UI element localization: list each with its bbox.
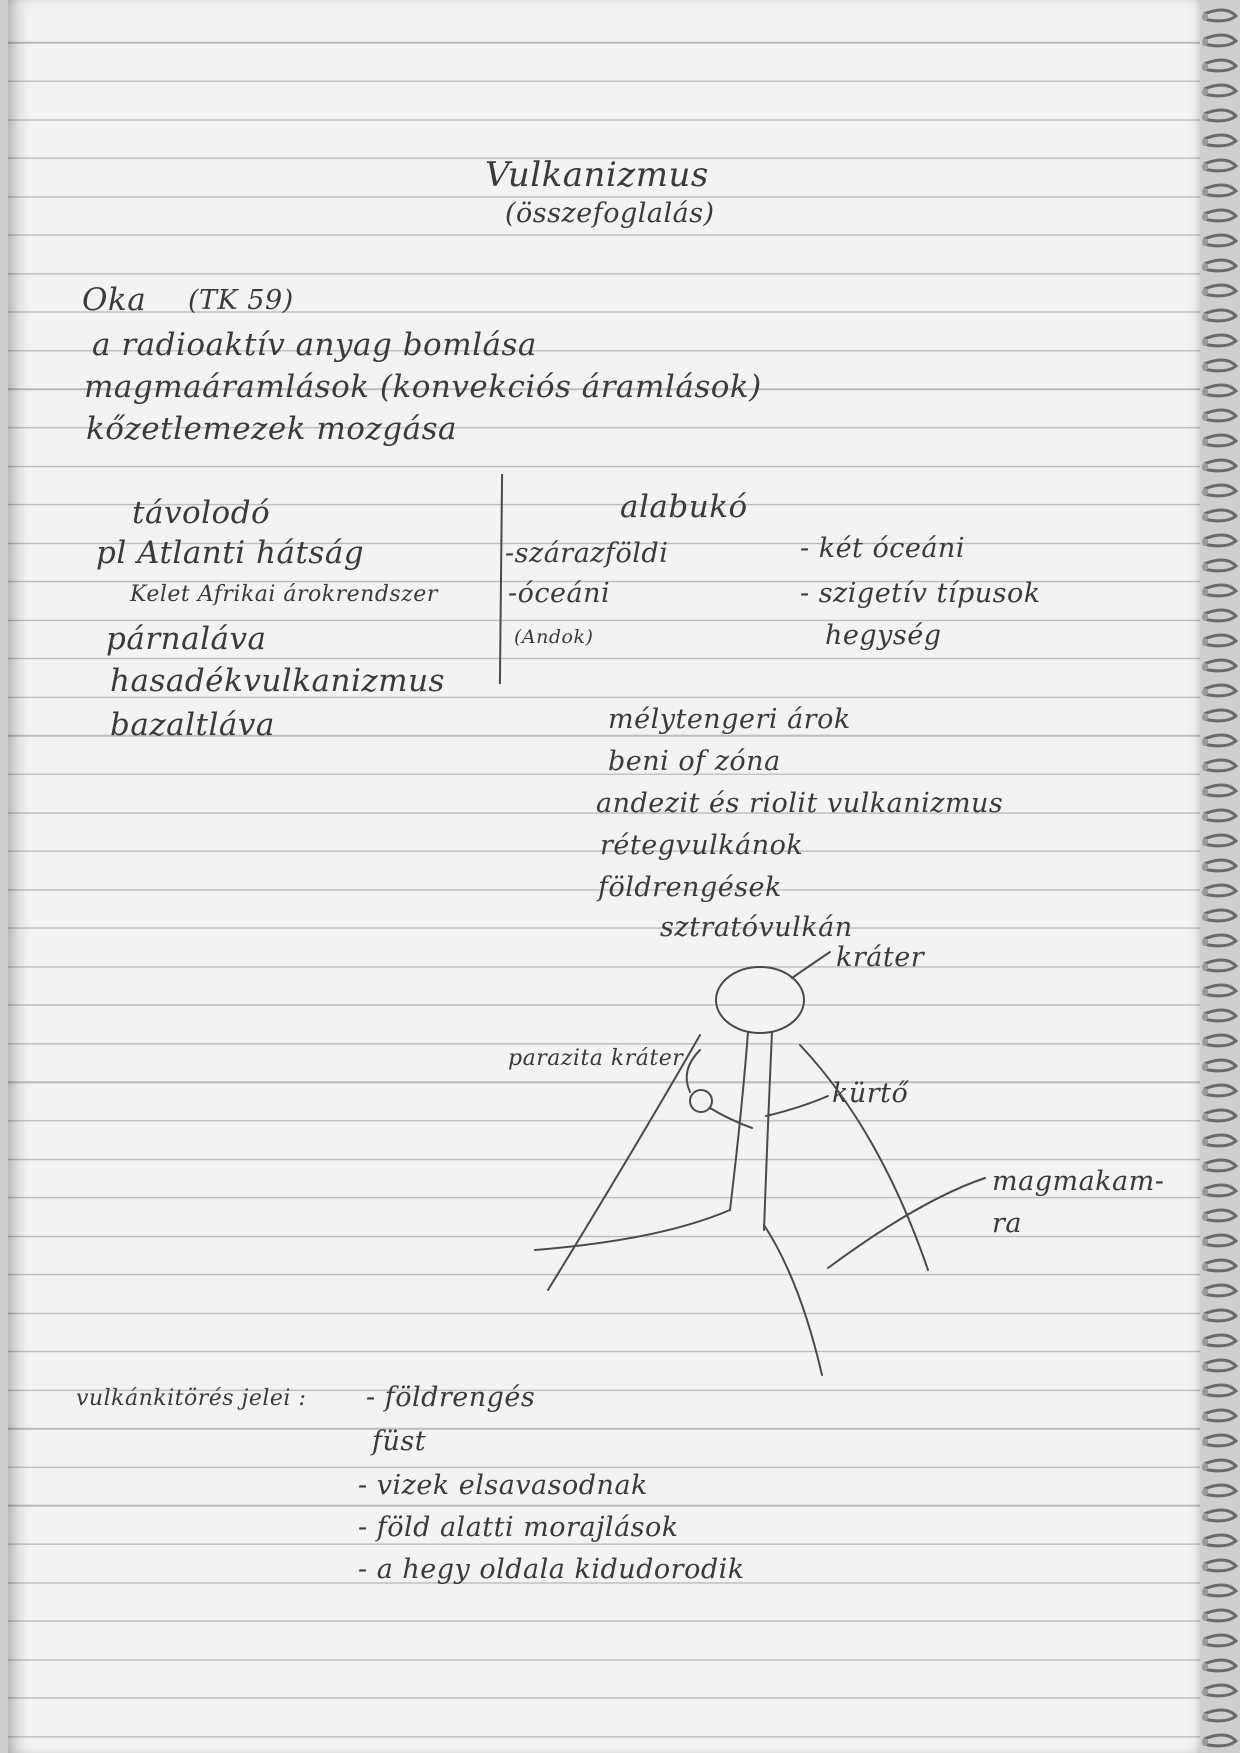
sign-item: - földrengés: [366, 1382, 536, 1413]
binding-hole: [1202, 363, 1208, 371]
divergent-item: hasadékvulkanizmus: [110, 663, 445, 699]
binding-hole: [1202, 813, 1208, 821]
convergent-item: - két óceáni: [800, 533, 965, 564]
divergent-item: Kelet Afrikai árokrendszer: [130, 582, 438, 607]
spiral-coil: [1204, 110, 1236, 121]
spiral-coil: [1204, 10, 1236, 21]
binding-hole: [1202, 738, 1208, 746]
spiral-coil: [1204, 185, 1236, 196]
spiral-coil: [1204, 310, 1236, 321]
binding-hole: [1202, 1438, 1208, 1446]
binding-hole: [1202, 1363, 1208, 1371]
spiral-coil: [1204, 560, 1236, 571]
binding-hole: [1202, 613, 1208, 621]
diagram-title: sztratóvulkán: [660, 912, 853, 943]
divergent-item: pl Atlanti hátság: [96, 535, 365, 571]
binding-hole: [1202, 1138, 1208, 1146]
spiral-coil: [1204, 785, 1236, 796]
convergent-item: (Andok): [514, 626, 594, 648]
convergent-item: -óceáni: [508, 578, 611, 609]
binding-hole: [1202, 138, 1208, 146]
binding-hole: [1202, 538, 1208, 546]
spiral-coil: [1204, 410, 1236, 421]
spiral-coil: [1204, 385, 1236, 396]
binding-hole: [1202, 1388, 1208, 1396]
subduction-feature: rétegvulkánok: [600, 830, 804, 861]
spiral-coil: [1204, 1685, 1236, 1696]
spiral-coil: [1204, 1135, 1236, 1146]
label-parasitic-crater: parazita kráter: [508, 1046, 684, 1071]
page-subtitle: (összefoglalás): [505, 198, 715, 229]
spiral-coil: [1204, 1185, 1236, 1196]
spiral-coil: [1204, 1410, 1236, 1421]
spiral-coil: [1204, 860, 1236, 871]
sign-item: - vizek elsavasodnak: [358, 1470, 648, 1501]
spiral-coil: [1204, 1535, 1236, 1546]
spiral-coil: [1204, 935, 1236, 946]
spiral-coil: [1204, 160, 1236, 171]
binding-hole: [1202, 1238, 1208, 1246]
spiral-coil: [1204, 1360, 1236, 1371]
spiral-coil: [1204, 335, 1236, 346]
binding-hole: [1202, 113, 1208, 121]
binding-hole: [1202, 888, 1208, 896]
spiral-coil: [1204, 1610, 1236, 1621]
convergent-item: - szigetív típusok: [800, 578, 1041, 609]
binding-hole: [1202, 563, 1208, 571]
binding-hole: [1202, 1713, 1208, 1721]
binding-hole: [1202, 338, 1208, 346]
causes-heading: Oka: [82, 282, 147, 318]
spiral-coil: [1204, 1560, 1236, 1571]
binding-hole: [1202, 688, 1208, 696]
spiral-coil: [1204, 1160, 1236, 1171]
binding-hole: [1202, 1263, 1208, 1271]
subduction-feature: beni of zóna: [608, 746, 781, 777]
binding-hole: [1202, 463, 1208, 471]
binding-hole: [1202, 1563, 1208, 1571]
spiral-coil: [1204, 1210, 1236, 1221]
binding-hole: [1202, 788, 1208, 796]
binding-hole: [1202, 1513, 1208, 1521]
spiral-coil: [1204, 485, 1236, 496]
binding-hole: [1202, 938, 1208, 946]
spiral-coil: [1204, 60, 1236, 71]
spiral-coil: [1204, 1385, 1236, 1396]
page-title: Vulkanizmus: [485, 155, 709, 195]
spiral-coil: [1204, 910, 1236, 921]
spiral-coil: [1204, 1060, 1236, 1071]
binding-hole: [1202, 638, 1208, 646]
binding-hole: [1202, 763, 1208, 771]
spiral-coil: [1204, 1335, 1236, 1346]
binding-hole: [1202, 713, 1208, 721]
subduction-feature: mélytengeri árok: [608, 704, 851, 735]
spiral-coil: [1204, 285, 1236, 296]
spiral-coil: [1204, 210, 1236, 221]
binding-hole: [1202, 13, 1208, 21]
spiral-coil: [1204, 735, 1236, 746]
spiral-coil: [1204, 835, 1236, 846]
binding-hole: [1202, 1538, 1208, 1546]
binding-hole: [1202, 1313, 1208, 1321]
divergent-item: bazaltláva: [110, 707, 275, 743]
spiral-coil: [1204, 660, 1236, 671]
spiral-coil: [1204, 1010, 1236, 1021]
sign-item: - föld alatti morajlások: [358, 1512, 679, 1543]
cause-item: magmaáramlások (konvekciós áramlások): [84, 369, 762, 405]
spiral-coil: [1204, 1235, 1236, 1246]
binding-hole: [1202, 1638, 1208, 1646]
binding-hole: [1202, 388, 1208, 396]
sign-item: - a hegy oldala kidudorodik: [358, 1554, 745, 1585]
spiral-coil: [1204, 610, 1236, 621]
binding-hole: [1202, 263, 1208, 271]
binding-hole: [1202, 1088, 1208, 1096]
binding-hole: [1202, 963, 1208, 971]
binding-hole: [1202, 1463, 1208, 1471]
binding-hole: [1202, 1038, 1208, 1046]
binding-hole: [1202, 1738, 1208, 1746]
convergent-item: -szárazföldi: [505, 538, 669, 569]
spiral-coil: [1204, 1285, 1236, 1296]
spiral-coil: [1204, 510, 1236, 521]
causes-reference: (TK 59): [188, 285, 294, 316]
spiral-coil: [1204, 1435, 1236, 1446]
spiral-coil: [1204, 1635, 1236, 1646]
spiral-coil: [1204, 585, 1236, 596]
binding-hole: [1202, 213, 1208, 221]
binding-hole: [1202, 513, 1208, 521]
binding-hole: [1202, 1213, 1208, 1221]
spiral-coil: [1204, 1310, 1236, 1321]
spiral-coil: [1204, 535, 1236, 546]
spiral-coil: [1204, 85, 1236, 96]
binding-hole: [1202, 838, 1208, 846]
spiral-coil: [1204, 985, 1236, 996]
spiral-coil: [1204, 885, 1236, 896]
binding-hole: [1202, 1413, 1208, 1421]
binding-hole: [1202, 1663, 1208, 1671]
binding-hole: [1202, 288, 1208, 296]
binding-hole: [1202, 1688, 1208, 1696]
binding-hole: [1202, 863, 1208, 871]
spiral-coil: [1204, 1735, 1236, 1746]
spiral-coil: [1204, 1485, 1236, 1496]
sign-item: füst: [372, 1426, 427, 1457]
spiral-coil: [1204, 135, 1236, 146]
signs-heading: vulkánkitörés jelei :: [76, 1386, 307, 1411]
spiral-coil: [1204, 760, 1236, 771]
binding-hole: [1202, 913, 1208, 921]
binding-hole: [1202, 438, 1208, 446]
divergent-header: távolodó: [132, 495, 271, 531]
spiral-coil: [1204, 435, 1236, 446]
binding-hole: [1202, 1013, 1208, 1021]
binding-hole: [1202, 313, 1208, 321]
binding-hole: [1202, 1338, 1208, 1346]
spiral-coil: [1204, 1085, 1236, 1096]
subduction-feature: andezit és riolit vulkanizmus: [596, 788, 1004, 819]
spiral-coil: [1204, 960, 1236, 971]
binding-hole: [1202, 238, 1208, 246]
binding-hole: [1202, 1588, 1208, 1596]
binding-hole: [1202, 88, 1208, 96]
cause-item: kőzetlemezek mozgása: [86, 411, 458, 447]
spiral-coil: [1204, 685, 1236, 696]
binding-hole: [1202, 1063, 1208, 1071]
subduction-feature: földrengések: [598, 872, 782, 903]
binding-hole: [1202, 163, 1208, 171]
binding-hole: [1202, 1613, 1208, 1621]
spiral-coil: [1204, 235, 1236, 246]
spiral-coil: [1204, 1035, 1236, 1046]
label-crater: kráter: [836, 942, 925, 973]
binding-hole: [1202, 663, 1208, 671]
label-magma-chamber-cont: ra: [992, 1208, 1023, 1239]
binding-hole: [1202, 588, 1208, 596]
binding-hole: [1202, 188, 1208, 196]
convergent-header: alabukó: [620, 489, 748, 525]
spiral-coil: [1204, 1660, 1236, 1671]
spiral-coil: [1204, 710, 1236, 721]
binding-hole: [1202, 1288, 1208, 1296]
convergent-item: hegység: [825, 620, 942, 651]
spiral-binding: [1196, 0, 1240, 1753]
cause-item: a radioaktív anyag bomlása: [92, 327, 537, 363]
binding-hole: [1202, 63, 1208, 71]
binding-hole: [1202, 1163, 1208, 1171]
binding-hole: [1202, 1488, 1208, 1496]
binding-hole: [1202, 1188, 1208, 1196]
spiral-coil: [1204, 1710, 1236, 1721]
divergent-item: párnaláva: [106, 621, 267, 657]
label-vent: kürtő: [832, 1078, 909, 1109]
spiral-coil: [1204, 360, 1236, 371]
spiral-coil: [1204, 35, 1236, 46]
spiral-coil: [1204, 1510, 1236, 1521]
spiral-coil: [1204, 810, 1236, 821]
spiral-coil: [1204, 635, 1236, 646]
binding-hole: [1202, 1113, 1208, 1121]
spiral-coil: [1204, 460, 1236, 471]
spiral-coil: [1204, 1585, 1236, 1596]
binding-hole: [1202, 988, 1208, 996]
label-magma-chamber: magmakam-: [992, 1166, 1165, 1197]
binding-hole: [1202, 413, 1208, 421]
binding-hole: [1202, 488, 1208, 496]
spiral-coil: [1204, 1460, 1236, 1471]
spiral-coil: [1204, 260, 1236, 271]
spiral-coil: [1204, 1110, 1236, 1121]
spiral-coil: [1204, 1260, 1236, 1271]
binding-hole: [1202, 38, 1208, 46]
